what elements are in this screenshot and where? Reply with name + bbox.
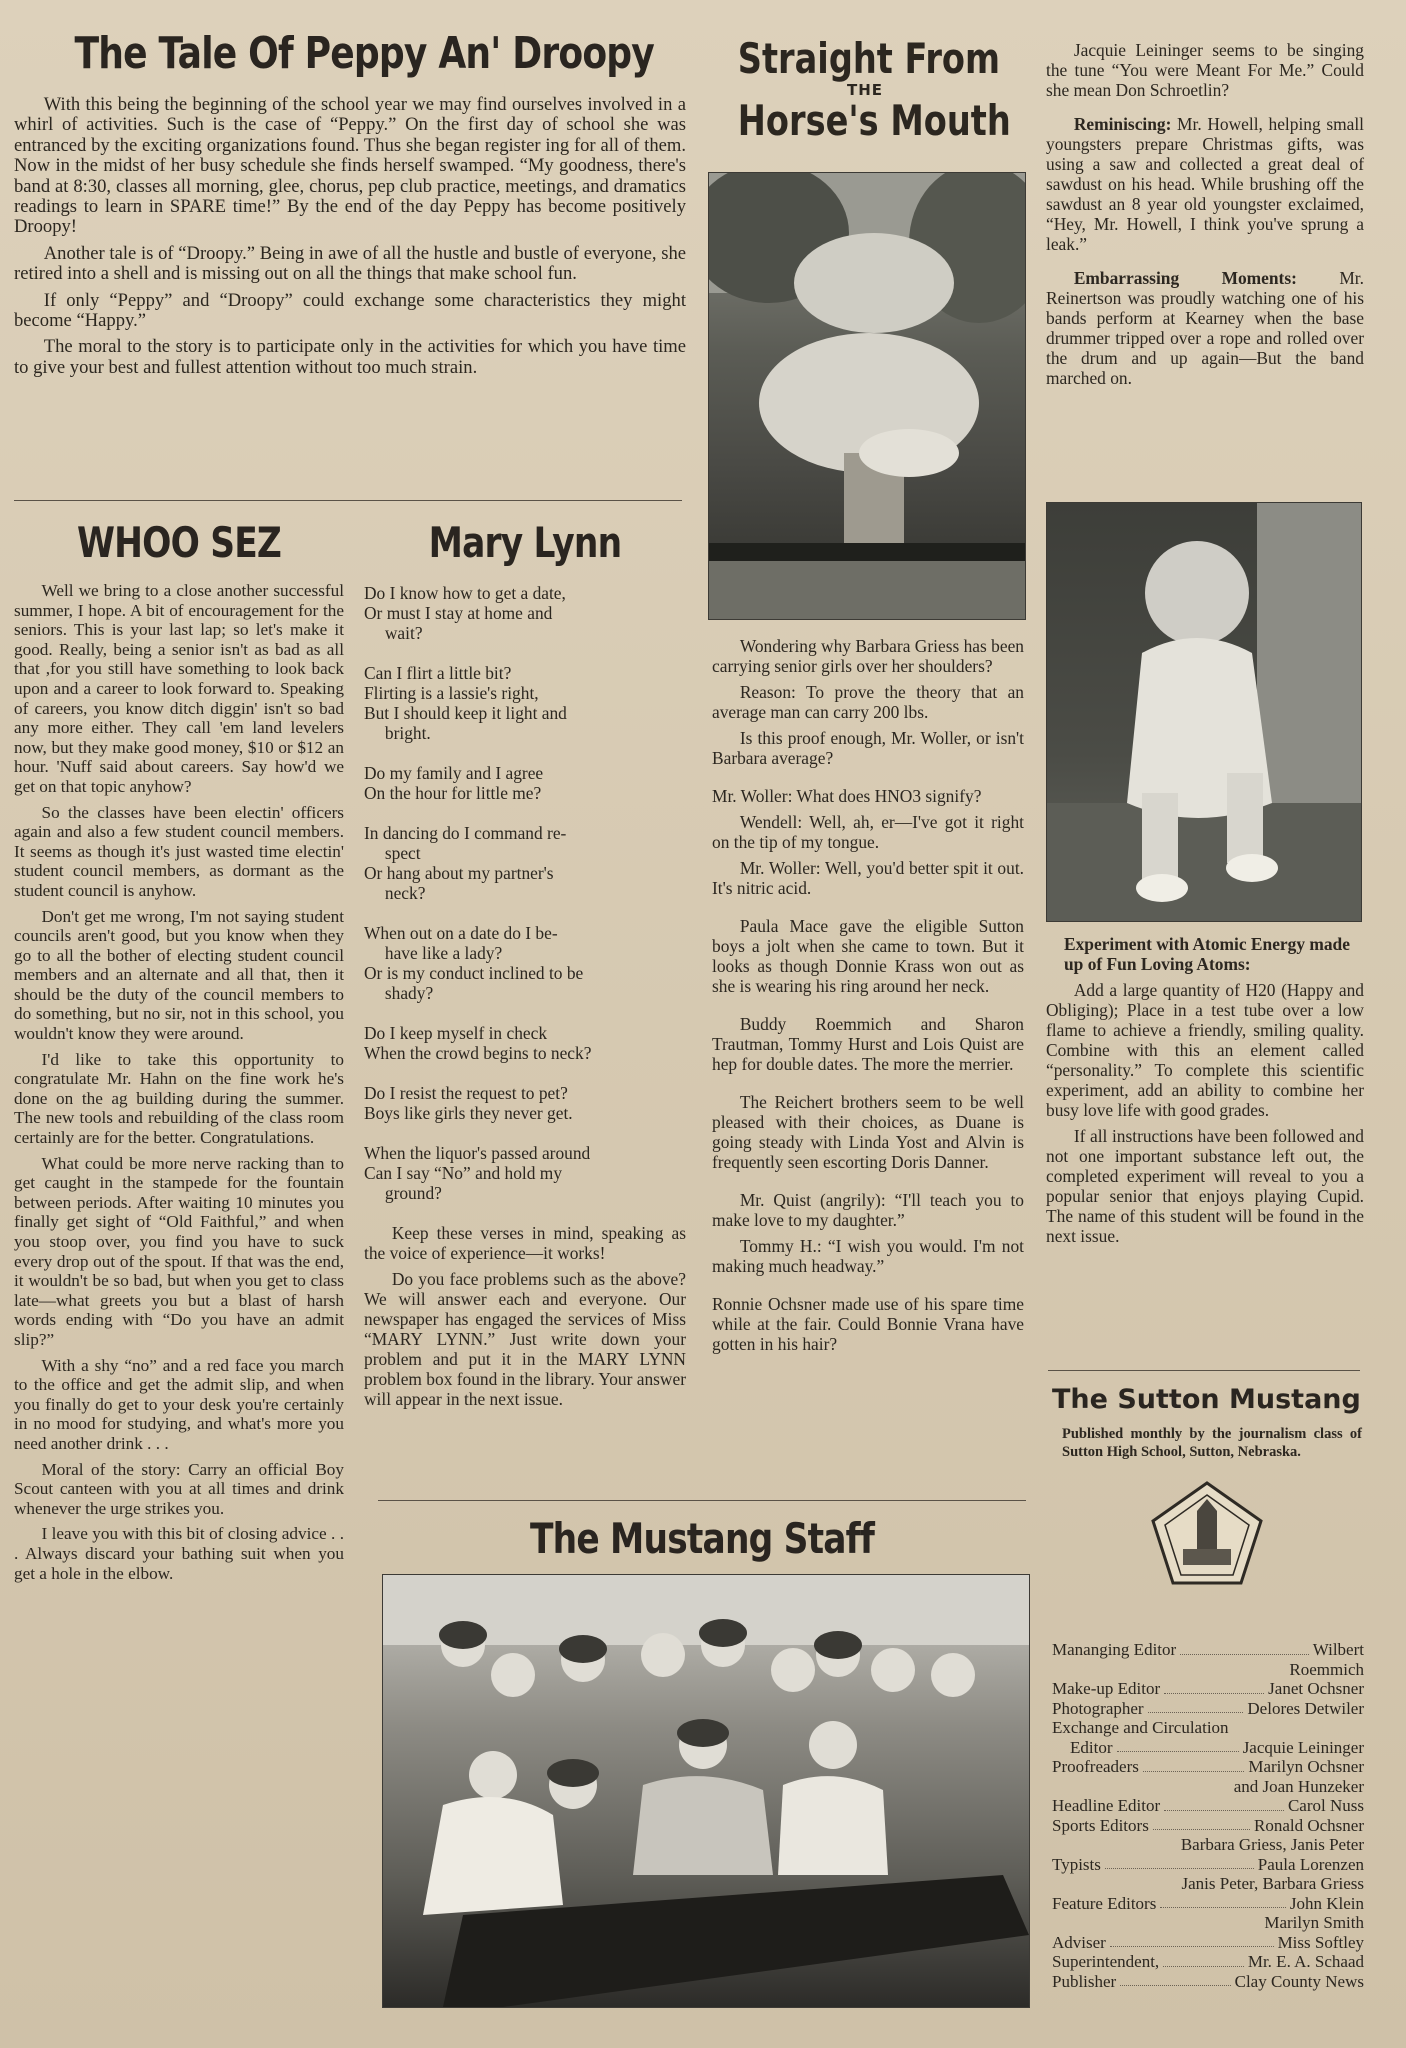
staff-row — [1052, 1699, 1364, 1719]
poem-line: In dancing do I command re- — [364, 823, 567, 843]
poem-stanza — [364, 663, 686, 743]
embarrassing-label: Embarrassing Moments: — [1073, 268, 1297, 288]
staff-role: Sports Editors — [1052, 1815, 1149, 1835]
staff-row — [1052, 1757, 1364, 1777]
leader-dots — [1164, 1796, 1284, 1811]
staff-row — [1052, 1738, 1364, 1758]
horse-headline-line2: Horse's Mouth — [737, 96, 1011, 145]
reminiscing-label: Reminiscing: — [1073, 114, 1172, 134]
staff-name: Ronald Ochsner — [1253, 1815, 1364, 1835]
peppy-paragraph: If only “Peppy” and “Droopy” could exchange some characteristics they might become “Happy.” — [14, 289, 686, 332]
staff-list — [1052, 1640, 1364, 1991]
poem-line: When the crowd begins to neck? — [364, 1043, 592, 1063]
experiment-article — [1046, 934, 1364, 1252]
staff-name: Janet Ochsner — [1268, 1679, 1364, 1698]
horse-headline-the: THE — [846, 81, 884, 99]
horse-paragraph: Buddy Roemmich and Sharon Trautman, Tommy Hurst and Lois Quist are hep for double dates. The more the merrier. — [712, 1014, 1024, 1074]
poem-line: Boys like girls they never get. — [364, 1103, 573, 1123]
staff-name: John Klein — [1289, 1893, 1364, 1913]
horse-paragraph: Ronnie Ochsner made use of his spare time while at the fair. Could Bonnie Vrana have gotten in his hair? — [712, 1294, 1024, 1354]
horse-paragraph: Mr. Woller: Well, you'd better spit it out. It's nitric acid. — [712, 858, 1024, 898]
poem-stanza — [364, 923, 686, 1003]
leader-dots — [1163, 1952, 1244, 1967]
whoo-paragraph: Well we bring to a close another successful summer, I hope. A bit of encouragement for the seniors. This is your last lap; so let's make it good. Really, being a senior isn't as bad as all that ,for you still have something to look back upon and a career to look forward to. Speaking of careers, you know ditch diggin' isn't so bad any more either. They call 'em land levelers now, but they make good money, $10 or $12 an hour. 'Nuff said about careers. Say how'd we get on that topic anyhow? — [14, 581, 344, 796]
divider — [14, 500, 682, 501]
staff-row — [1052, 1894, 1364, 1914]
experiment-paragraph: Add a large quantity of H20 (Happy and Obliging); Place in a test tube over a low flame to achieve a friendly, smiling quality. Combine with this an element called “personality.” To complete this scientific experiment, add an ability to combine her busy love life with good grades. — [1046, 980, 1364, 1120]
photo-illustration — [383, 1575, 1029, 2007]
staff-name: Carol Nuss — [1287, 1796, 1364, 1815]
whoo-paragraph: Don't get me wrong, I'm not saying student councils aren't good, but you know when they go to all the bother of electing student council members and an alternate and all that, then it should be the duty of the council members to do something, but no sir, not in this school, you wouldn't know they were around. — [14, 906, 344, 1044]
horse-paragraph: Paula Mace gave the eligible Sutton boys a jolt when she came to town. But it looks as though Donnie Krass won out as she is wearing his ring around her neck. — [712, 916, 1024, 996]
horse-paragraph: Reason: To prove the theory that an average man can carry 200 lbs. — [712, 682, 1024, 722]
poem-line: But I should keep it light and — [364, 703, 567, 723]
embarrassing-paragraph — [1046, 268, 1364, 388]
staff-row — [1052, 1679, 1364, 1699]
staff-row — [1052, 1796, 1364, 1816]
poem-line: ground? — [384, 1183, 442, 1203]
staff-role: Typists — [1052, 1854, 1101, 1874]
leader-dots — [1160, 1894, 1286, 1909]
whoo-paragraph: Moral of the story: Carry an official Boy Scout canteen with you at all times and drink whenever the urge strikes you. — [14, 1459, 344, 1518]
poem-line: Flirting is a lassie's right, — [364, 683, 539, 703]
mary-lynn-article — [364, 518, 686, 1415]
whoo-paragraph: What could be more nerve racking than to get caught in the stampede for the fountain between periods. After waiting 10 minutes you finally get sight of “Old Faithful,” and when you stoop over, you find you have to suck every drop out of the spout. If that was the end, it wouldn't be so bad, but when you get to class late—what greets you but a blast of harsh words ending with “Do you have an admit slip?” — [14, 1153, 344, 1349]
staff-row — [1052, 1972, 1364, 1992]
peppy-paragraph: With this being the beginning of the school year we may find ourselves involved in a whirl of activities. Such is the case of “Peppy.” On the first day of school she was entranced by the exciting organizations found. Thus she began register ing for all of them. Now in the midst of her busy schedule she finds herself swamped. “My goodness, there's band at 8:30, classes all morning, glee, chorus, pep club practice, meetings, and dramatics readings to learn in SPARE time!” By the end of the day Peppy has become positively Droopy! — [14, 94, 686, 238]
staff-role: Publisher — [1052, 1971, 1117, 1991]
peppy-paragraph: The moral to the story is to participate only in the activities for which you have time to give your best and fullest attention without too much strain. — [14, 336, 686, 378]
poem-line: Or is my conduct inclined to be — [364, 963, 584, 983]
staff-name: Miss Softley — [1277, 1932, 1364, 1952]
staff-photo-headline: The Mustang Staff — [529, 1514, 875, 1563]
poem-stanza — [364, 1023, 686, 1063]
poem-line: neck? — [384, 883, 426, 903]
poem-stanza — [364, 823, 686, 903]
poem-line: spect — [384, 843, 421, 863]
staff-role: Adviser — [1052, 1932, 1106, 1952]
horse-paragraph: Is this proof enough, Mr. Woller, or isn't Barbara average? — [712, 728, 1024, 768]
peppy-article — [14, 28, 686, 384]
staff-role: Editor — [1070, 1737, 1113, 1757]
baby-photo — [1046, 502, 1362, 922]
horse-paragraph: Tommy H.: “I wish you would. I'm not making much headway.” — [712, 1236, 1024, 1276]
mary-lynn-poem — [364, 583, 686, 1203]
leader-dots — [1117, 1738, 1239, 1753]
poem-line: Can I say “No” and hold my — [364, 1163, 563, 1183]
poem-line: have like a lady? — [384, 943, 503, 963]
staff-row — [1052, 1855, 1364, 1875]
mary-paragraph: Keep these verses in mind, speaking as the voice of experience—it works! — [364, 1223, 686, 1263]
seal-icon — [1147, 1479, 1267, 1589]
whoo-paragraph: I leave you with this bit of closing advice . . . Always discard your bathing suit when you get a hole in the elbow. — [14, 1524, 344, 1583]
right-paragraph: Jacquie Leininger seems to be singing the tune “You were Meant For Me.” Could she mean Don Schroetlin? — [1046, 40, 1364, 100]
horse-paragraph: The Reichert brothers seem to be well pleased with their choices, as Duane is going steady with Linda Yost and Alvin is frequently seen escorting Doris Danner. — [712, 1092, 1024, 1172]
horse-headline — [706, 36, 1024, 144]
poem-line: When out on a date do I be- — [364, 923, 558, 943]
poem-stanza — [364, 583, 686, 643]
horse-headline-line1: Straight From — [737, 34, 1001, 83]
photo-illustration — [1047, 503, 1361, 921]
poem-line: shady? — [384, 983, 434, 1003]
leader-dots — [1180, 1640, 1309, 1655]
embarrassing-text: Mr. Reinertson was proudly watching one of his bands perform at Kearney when the base drummer tripped over a rope and rolled over the drum and up again—But the band marched on. — [1046, 268, 1364, 388]
staff-role: Proofreaders — [1052, 1757, 1139, 1776]
poem-stanza — [364, 1143, 686, 1203]
poem-line: Do my family and I agree — [364, 763, 544, 783]
leader-dots — [1110, 1933, 1274, 1948]
photo-illustration — [709, 173, 1025, 619]
leader-dots — [1143, 1757, 1244, 1772]
girl-on-railing-photo — [708, 172, 1026, 620]
poem-line: Do I keep myself in check — [364, 1023, 548, 1043]
poem-stanza — [364, 763, 686, 803]
staff-name-continued: Janis Peter, Barbara Griess — [1181, 1874, 1364, 1893]
horse-paragraph: Wondering why Barbara Griess has been carrying senior girls over her shoulders? — [712, 636, 1024, 676]
staff-name: Wilbert — [1312, 1640, 1364, 1659]
peppy-headline: The Tale Of Peppy An' Droopy — [74, 28, 655, 79]
staff-row — [1052, 1640, 1364, 1660]
poem-line: Or hang about my partner's — [364, 863, 554, 883]
staff-row — [1052, 1952, 1364, 1972]
staff-role: Feature Editors — [1052, 1893, 1157, 1913]
poem-line: Do I resist the request to pet? — [364, 1083, 568, 1103]
mary-lynn-headline: Mary Lynn — [428, 518, 622, 567]
poem-line: When the liquor's passed around — [364, 1143, 591, 1163]
masthead-title: The Sutton Mustang — [1052, 1384, 1361, 1415]
staff-row — [1052, 1816, 1364, 1836]
staff-name-continued: Marilyn Smith — [1264, 1913, 1364, 1932]
leader-dots — [1148, 1699, 1244, 1714]
whoo-paragraph: I'd like to take this opportunity to congratulate Mr. Hahn on the fine work he's done on the ag building during the summer. The new tools and rebuilding of the class room certainly are for the better. Congratulations. — [14, 1049, 344, 1148]
poem-line: bright. — [384, 723, 431, 743]
experiment-label: Experiment with Atomic Energy made up of Fun Loving Atoms: — [1064, 934, 1350, 974]
staff-row — [1052, 1933, 1364, 1953]
school-seal-logo — [1147, 1479, 1267, 1589]
staff-photo-headline-wrap — [378, 1514, 1026, 1563]
horse-body — [712, 636, 1024, 1360]
staff-role: Make-up Editor — [1052, 1679, 1161, 1698]
horse-paragraph: Wendell: Well, ah, er—I've got it right on the tip of my tongue. — [712, 812, 1024, 852]
mary-paragraph: Do you face problems such as the above? We will answer each and everyone. Our newspaper has engaged the services of Miss “MARY LYNN.” Just write down your problem and put it in the MARY LYNN problem box found in the library. Your answer will appear in the next issue. — [364, 1269, 686, 1409]
poem-stanza — [364, 1083, 686, 1123]
leader-dots — [1105, 1855, 1254, 1870]
whoo-sez-article — [14, 518, 344, 1589]
whoo-paragraph: With a shy “no” and a red face you march to the office and get the admit slip, and when you finally do get to your desk you're certainly in no mood for studying, and what's more you need another drink . . . — [14, 1355, 344, 1453]
staff-name-continued: Roemmich — [1289, 1659, 1364, 1679]
staff-name: Delores Detwiler — [1247, 1698, 1364, 1718]
leader-dots — [1120, 1972, 1230, 1987]
horse-paragraph: Mr. Woller: What does HNO3 signify? — [712, 786, 982, 806]
staff-name-continued: and Joan Hunzeker — [1233, 1776, 1364, 1796]
masthead — [1052, 1384, 1362, 1589]
poem-line: Do I know how to get a date, — [364, 583, 566, 603]
divider — [1048, 1370, 1360, 1371]
staff-name: Paula Lorenzen — [1257, 1854, 1364, 1874]
staff-name: Marilyn Ochsner — [1248, 1757, 1364, 1776]
horse-paragraph: Mr. Quist (angrily): “I'll teach you to make love to my daughter.” — [712, 1190, 1024, 1230]
right-column-items — [1046, 40, 1364, 394]
peppy-paragraph: Another tale is of “Droopy.” Being in awe of all the hustle and bustle of everyone, she retired into a shell and is missing out on all the things that make school fun. — [14, 242, 686, 285]
staff-role: Superintendent, — [1052, 1952, 1160, 1971]
masthead-subtitle: Published monthly by the journalism class of Sutton High School, Sutton, Nebraska. — [1062, 1426, 1362, 1460]
poem-line: wait? — [384, 623, 423, 643]
staff-name: Mr. E. A. Schaad — [1247, 1952, 1364, 1971]
reminiscing-paragraph — [1046, 114, 1364, 254]
staff-role: Mananging Editor — [1052, 1640, 1177, 1659]
peppy-body — [14, 95, 686, 378]
staff-role: Photographer — [1052, 1698, 1144, 1718]
poem-line: Or must I stay at home and — [364, 603, 553, 623]
staff-name: Jacquie Leininger — [1242, 1737, 1364, 1757]
reminiscing-text: Mr. Howell, helping small youngsters prepare Christmas gifts, was using a saw and collected a great deal of sawdust on his head. While brushing off the sawdust an 8 year old youngster exclaimed, “Hey, Mr. Howell, I think you've sprung a leak.” — [1046, 114, 1364, 254]
staff-name: Clay County News — [1234, 1971, 1364, 1991]
leader-dots — [1153, 1816, 1250, 1831]
whoo-paragraph: So the classes have been electin' officers again and also a few student council members. It seems as though it's just wasted time electin' student council members, as dormant as the student council is anyhow. — [14, 802, 344, 900]
whoo-sez-headline: WHOO SEZ — [76, 518, 282, 567]
staff-row — [1052, 1718, 1364, 1738]
whoo-sez-body — [14, 581, 344, 1583]
staff-role: Headline Editor — [1052, 1796, 1161, 1815]
divider — [378, 1500, 1026, 1501]
mustang-staff-photo — [382, 1574, 1030, 2008]
experiment-paragraph: If all instructions have been followed and not one important substance left out, the completed experiment will reveal to you a popular senior that enjoys playing Cupid. The name of this student will be found in the next issue. — [1046, 1126, 1364, 1246]
staff-role: Exchange and Circulation — [1052, 1718, 1229, 1737]
staff-name-continued: Barbara Griess, Janis Peter — [1180, 1835, 1364, 1854]
poem-line: On the hour for little me? — [364, 783, 542, 803]
mary-lynn-body — [364, 1223, 686, 1409]
leader-dots — [1164, 1679, 1264, 1694]
poem-line: Can I flirt a little bit? — [364, 663, 512, 683]
